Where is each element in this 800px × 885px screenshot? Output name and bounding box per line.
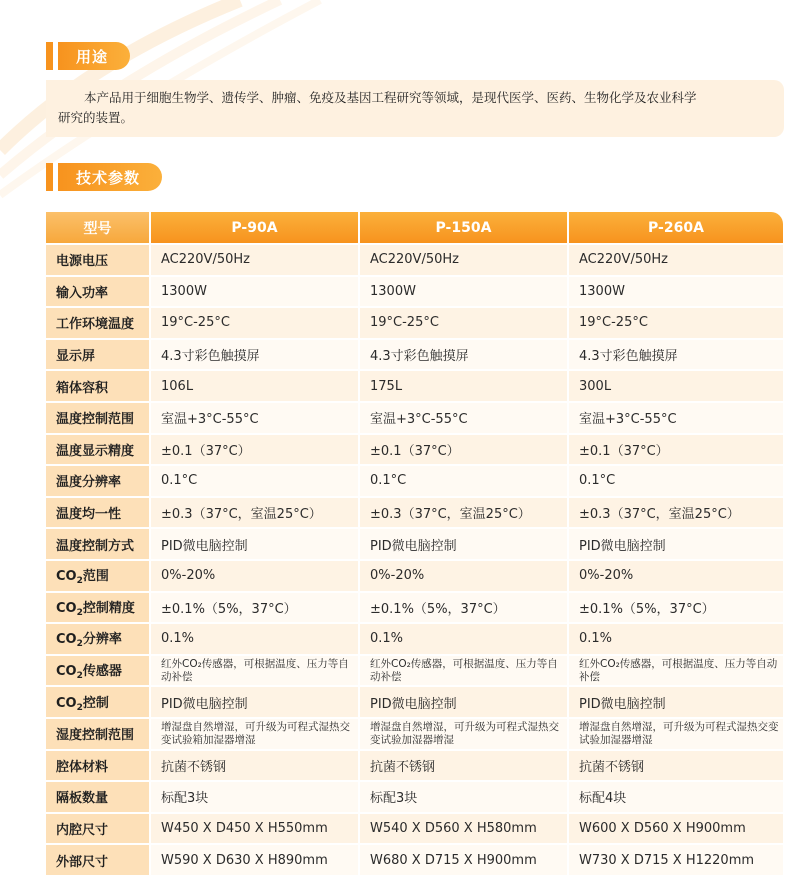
row-value: 0.1% [569, 624, 783, 654]
row-label-subscript: 2 [76, 576, 83, 587]
row-label: 电源电压 [46, 245, 151, 275]
row-label-prefix: CO [56, 569, 77, 585]
row-label-suffix: 传感器 [82, 664, 122, 680]
row-value: W540 X D560 X H580mm [360, 814, 569, 844]
row-label: 输入功率 [46, 277, 151, 307]
table-row [46, 593, 783, 623]
row-value: 4.3寸彩色触摸屏 [569, 340, 783, 370]
row-value: AC220V/50Hz [360, 245, 569, 275]
row-label-prefix: CO [56, 632, 77, 648]
table-row [46, 751, 783, 781]
row-label-suffix: 控制精度 [82, 600, 135, 616]
row-value: AC220V/50Hz [151, 245, 360, 275]
params-section-heading [46, 163, 162, 191]
row-label-subscript: 2 [76, 671, 83, 682]
row-value: ±0.1（37°C） [569, 435, 783, 465]
row-value: PID微电脑控制 [360, 687, 569, 717]
row-value: 0.1% [360, 624, 569, 654]
row-value: ±0.3（37°C，室温25°C） [151, 498, 360, 528]
row-value: 1300W [569, 277, 783, 307]
table-row [46, 435, 783, 465]
row-label: 腔体材料 [46, 751, 151, 781]
row-value: AC220V/50Hz [569, 245, 783, 275]
table-row [46, 561, 783, 591]
row-value: 0%-20% [151, 561, 360, 591]
row-label: 隔板数量 [46, 782, 151, 812]
table-row [46, 656, 783, 686]
table-row [46, 308, 783, 338]
row-value: 0%-20% [569, 561, 783, 591]
row-label: 温度控制范围 [46, 403, 151, 433]
row-value: ±0.1（37°C） [360, 435, 569, 465]
row-label [46, 561, 151, 591]
table-row [46, 403, 783, 433]
usage-description [46, 80, 784, 137]
heading-accent-bar [46, 163, 53, 191]
row-value: 增湿盘自然增湿，可升级为可程式湿热交变试验箱加湿器增湿 [151, 719, 360, 749]
row-label: 箱体容积 [46, 371, 151, 401]
row-value: 抗菌不锈钢 [360, 751, 569, 781]
row-value: 抗菌不锈钢 [569, 751, 783, 781]
row-label [46, 656, 151, 686]
row-value: W600 X D560 X H900mm [569, 814, 783, 844]
row-label-prefix: CO [56, 664, 77, 680]
row-value: 4.3寸彩色触摸屏 [360, 340, 569, 370]
row-value: 1300W [151, 277, 360, 307]
spec-table-header [46, 212, 783, 243]
row-value: ±0.1%（5%，37°C） [151, 593, 360, 623]
row-label: 内腔尺寸 [46, 814, 151, 844]
row-value: ±0.1%（5%，37°C） [569, 593, 783, 623]
usage-text-line2: 研究的装置。 [58, 110, 134, 125]
table-row [46, 529, 783, 559]
row-value: PID微电脑控制 [360, 529, 569, 559]
row-value: ±0.3（37°C，室温25°C） [360, 498, 569, 528]
row-label: 温度均一性 [46, 498, 151, 528]
usage-heading-label: 用途 [58, 42, 130, 70]
row-value: 标配3块 [360, 782, 569, 812]
spec-table [46, 210, 783, 877]
table-row [46, 340, 783, 370]
row-value: 0.1°C [360, 466, 569, 496]
row-value: 19°C-25°C [569, 308, 783, 338]
row-value: PID微电脑控制 [569, 687, 783, 717]
row-value: 4.3寸彩色触摸屏 [151, 340, 360, 370]
row-label-subscript: 2 [76, 702, 83, 713]
row-label-subscript: 2 [76, 607, 83, 618]
row-value: 红外CO₂传感器，可根据温度、压力等自动补偿 [151, 656, 360, 686]
row-value: 0.1°C [569, 466, 783, 496]
row-value: ±0.1（37°C） [151, 435, 360, 465]
header-cell-p260a: P-260A [569, 212, 783, 243]
row-value: W730 X D715 X H1220mm [569, 845, 783, 875]
row-value: 0.1% [151, 624, 360, 654]
params-heading-label: 技术参数 [58, 163, 162, 191]
row-value: 室温+3°C-55°C [360, 403, 569, 433]
row-value: W590 X D630 X H890mm [151, 845, 360, 875]
row-label: 外部尺寸 [46, 845, 151, 875]
row-value: 标配3块 [151, 782, 360, 812]
table-row [46, 245, 783, 275]
row-value: PID微电脑控制 [569, 529, 783, 559]
row-label-subscript: 2 [76, 639, 83, 650]
row-value: 红外CO₂传感器，可根据温度、压力等自动补偿 [569, 656, 783, 686]
row-label-suffix: 范围 [82, 569, 109, 585]
row-label [46, 624, 151, 654]
row-value: 106L [151, 371, 360, 401]
row-value: 室温+3°C-55°C [151, 403, 360, 433]
usage-text-line1: 本产品用于细胞生物学、遗传学、肿瘤、免疫及基因工程研究等领域，是现代医学、医药、生物化学及农业科学 [84, 90, 697, 105]
row-value: 标配4块 [569, 782, 783, 812]
table-row [46, 814, 783, 844]
row-label: 显示屏 [46, 340, 151, 370]
table-row [46, 687, 783, 717]
row-label-suffix: 分辨率 [82, 632, 122, 648]
row-value: ±0.1%（5%，37°C） [360, 593, 569, 623]
table-row [46, 498, 783, 528]
row-value: 0%-20% [360, 561, 569, 591]
row-label-prefix: CO [56, 600, 77, 616]
row-value: ±0.3（37°C，室温25°C） [569, 498, 783, 528]
header-cell-p150a: P-150A [360, 212, 569, 243]
header-cell-model: 型号 [46, 212, 151, 243]
row-value: 室温+3°C-55°C [569, 403, 783, 433]
row-value: 300L [569, 371, 783, 401]
row-value: 0.1°C [151, 466, 360, 496]
row-value: 增湿盘自然增湿，可升级为可程式湿热交变试验加湿器增湿 [360, 719, 569, 749]
row-value: W680 X D715 X H900mm [360, 845, 569, 875]
heading-accent-bar [46, 42, 53, 70]
table-row [46, 466, 783, 496]
table-row [46, 782, 783, 812]
table-row [46, 845, 783, 875]
row-value: W450 X D450 X H550mm [151, 814, 360, 844]
row-value: PID微电脑控制 [151, 529, 360, 559]
table-row [46, 719, 783, 749]
row-label-prefix: CO [56, 695, 77, 711]
row-label: 温度显示精度 [46, 435, 151, 465]
row-value: 增湿盘自然增湿，可升级为可程式湿热交变试验加湿器增湿 [569, 719, 783, 749]
usage-section-heading [46, 42, 130, 70]
row-value: PID微电脑控制 [151, 687, 360, 717]
header-cell-p90a: P-90A [151, 212, 360, 243]
row-value: 1300W [360, 277, 569, 307]
table-row [46, 624, 783, 654]
row-value: 19°C-25°C [151, 308, 360, 338]
row-label: 温度分辨率 [46, 466, 151, 496]
table-row [46, 277, 783, 307]
row-label: 湿度控制范围 [46, 719, 151, 749]
row-value: 抗菌不锈钢 [151, 751, 360, 781]
row-label: 温度控制方式 [46, 529, 151, 559]
row-label: 工作环境温度 [46, 308, 151, 338]
table-row [46, 371, 783, 401]
row-value: 175L [360, 371, 569, 401]
row-value: 红外CO₂传感器，可根据温度、压力等自动补偿 [360, 656, 569, 686]
row-label [46, 593, 151, 623]
row-label-suffix: 控制 [82, 695, 109, 711]
row-value: 19°C-25°C [360, 308, 569, 338]
row-label [46, 687, 151, 717]
